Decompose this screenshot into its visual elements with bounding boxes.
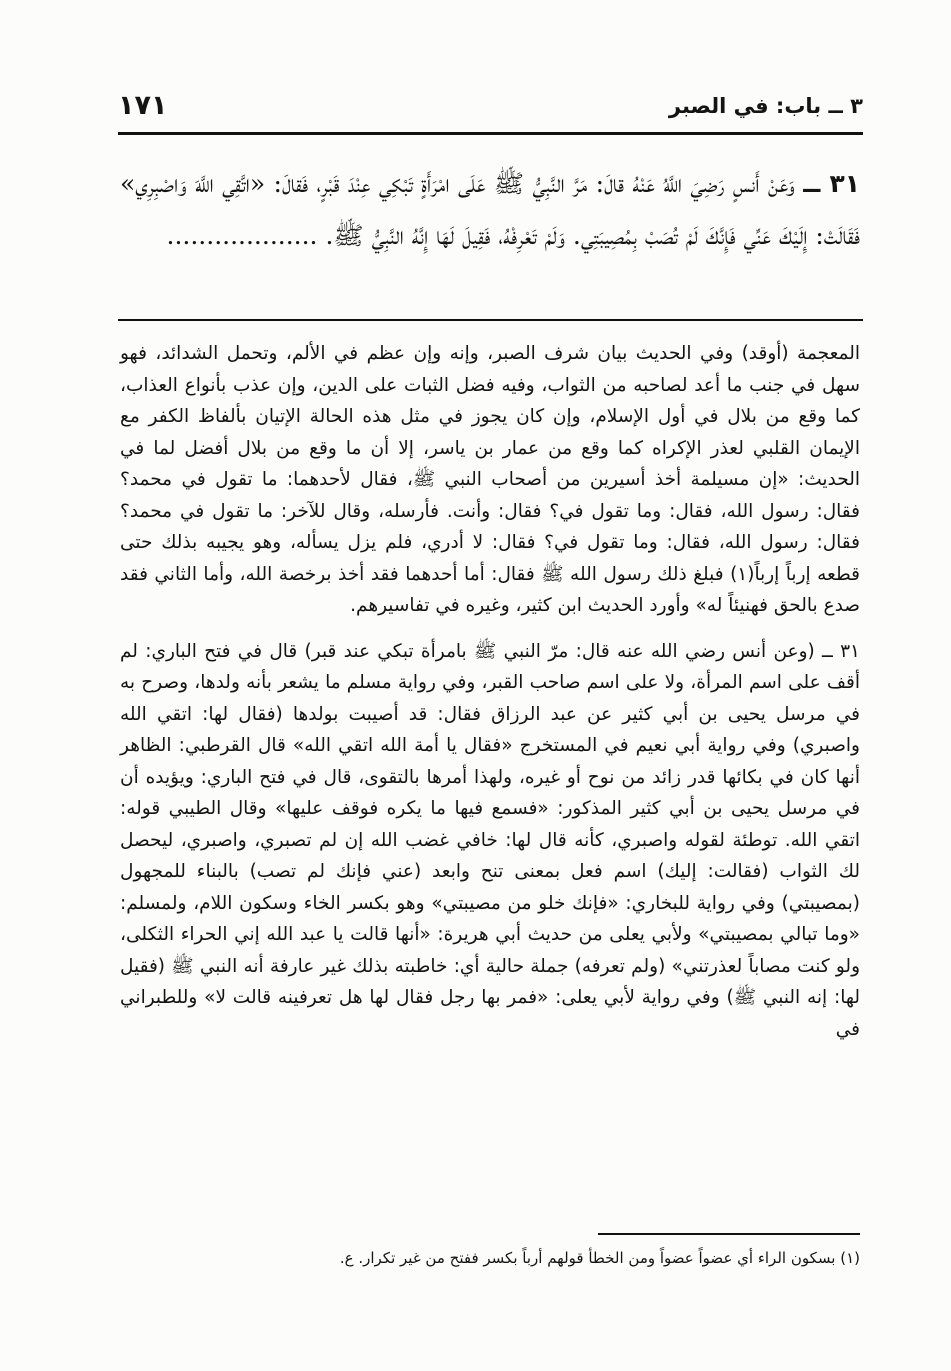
commentary [120,338,860,1218]
footnote: (١) بسكون الراء أي عضواً عضواً ومن الخطأ قولهم أرباً بكسر ففتح من غير تكرار. ع. [339,1249,860,1267]
page-header [118,88,863,128]
hadith-trail-dots: ................... [166,221,318,250]
chapter-title: ٣ ــ باب: في الصبر [668,94,863,118]
page-number: ١٧١ [118,90,168,121]
hadith-text [120,158,860,262]
section-divider [118,319,863,321]
hadith-number: ٣١ ــ [803,169,860,198]
commentary-paragraph-1: المعجمة (أوقد) وفي الحديث بيان شرف الصبر، وإنه وإن عظم في الألم، وتحمل الشدائد، فهو سهل في جنب ما أعد لصاحبه من الثواب، وفيه فضل الثبات على الدين، وإن عذب بأنواع العذاب، كما وقع من بلال في أول الإسلام، وإن كان يجوز في مثل هذه الحالة الإتيان بألفاظ الكفر مع الإيمان القلبي لعذر الإكراه كما وقع من عمار بن ياسر، إلا أن ما وقع من بلال أفضل لما في الحديث: «إن مسيلمة أخذ أسيرين من أصحاب النبي ﷺ، فقال لأحدهما: ما تقول في محمد؟ فقال: رسول الله، فقال: وما تقول في؟ فقال: وأنت. فأرسله، وقال للآخر: ما تقول في محمد؟ فقال: رسول الله، فقال: وما تقول في؟ فقال: لا أدري، فلم يزل يسأله، وهو يجيبه بذلك حتى قطعه إرباً إرباً(١) فبلغ ذلك رسول الله ﷺ فقال: أما أحدهما فقد أخذ برخصة الله، وأما الثاني فقد صدع بالحق فهنيئاً له» وأورد الحديث ابن كثير، وغيره في تفاسيرهم. [120,343,860,616]
commentary-paragraph-2: ٣١ ــ (وعن أنس رضي الله عنه قال: مرّ النبي ﷺ بامرأة تبكي عند قبر) قال في فتح الباري: لم أقف على اسم المرأة، ولا على اسم صاحب القبر، وفي رواية مسلم ما يشعر بأنه ولدها، وصرح به في مرسل يحيى بن أبي كثير عن عبد الرزاق فقال: قد أصيبت بولدها (فقال لها: اتقي الله واصبري) وفي رواية أبي نعيم في المستخرج «فقال يا أمة الله اتقي الله» قال القرطبي: الظاهر أنها كان في بكائها قدر زائد من نوح أو غيره، ولهذا أمرها بالتقوى، قال في فتح الباري: ويؤيده أن في مرسل يحيى بن أبي كثير المذكور: «فسمع فيها ما يكره فوقف عليها» وقال الطيبي قوله: اتقي الله. توطئة لقوله واصبري، كأنه قال لها: خافي غضب الله إن لم تصبري، واصبري، ليحصل لك الثواب (فقالت: إليك) اسم فعل بمعنى تنح وابعد (عني فإنك لم تصب) بالبناء للمجهول (بمصيبتي) وفي رواية للبخاري: «فإنك خلو من مصيبتي» وهو بكسر الخاء وسكون اللام، ولمسلم: «وما تبالي بمصيبتي» ولأبي يعلى من حديث أبي هريرة: «أنها قالت يا عبد الله إني الحراء الثكلى، ولو كنت مصاباً لعذرتني» (ولم تعرفه) جملة حالية أي: خاطبته بذلك غير عارفة أنه النبي ﷺ (فقيل لها: إنه النبي ﷺ) وفي رواية لأبي يعلى: «فمر بها رجل فقال لها هل تعرفينه قالت لا» وللطبراني في [120,640,860,1040]
footnote-rule [598,1233,860,1235]
header-rule [118,132,863,135]
hadith-body: وَعَنْ أَنسٍ رَضِيَ اللَّهُ عَنْهُ قالَ: مَرَّ النَّبِيُّ ﷺ عَلَى امْرَأَةٍ تَبْكِي عِنْدَ قَبْرٍ، فَقالَ: «اتَّقِي اللَّهَ وَاصْبِرِي» فَقَالَتْ: إِلَيْكَ عَنِّي فَإِنَّكَ لَمْ تُصَبْ بِمُصِيبَتِي. وَلَمْ تَعْرِفْهُ، فَقِيلَ لَهَا إِنَّهُ النَّبِيُّ ﷺ. [120,169,860,250]
